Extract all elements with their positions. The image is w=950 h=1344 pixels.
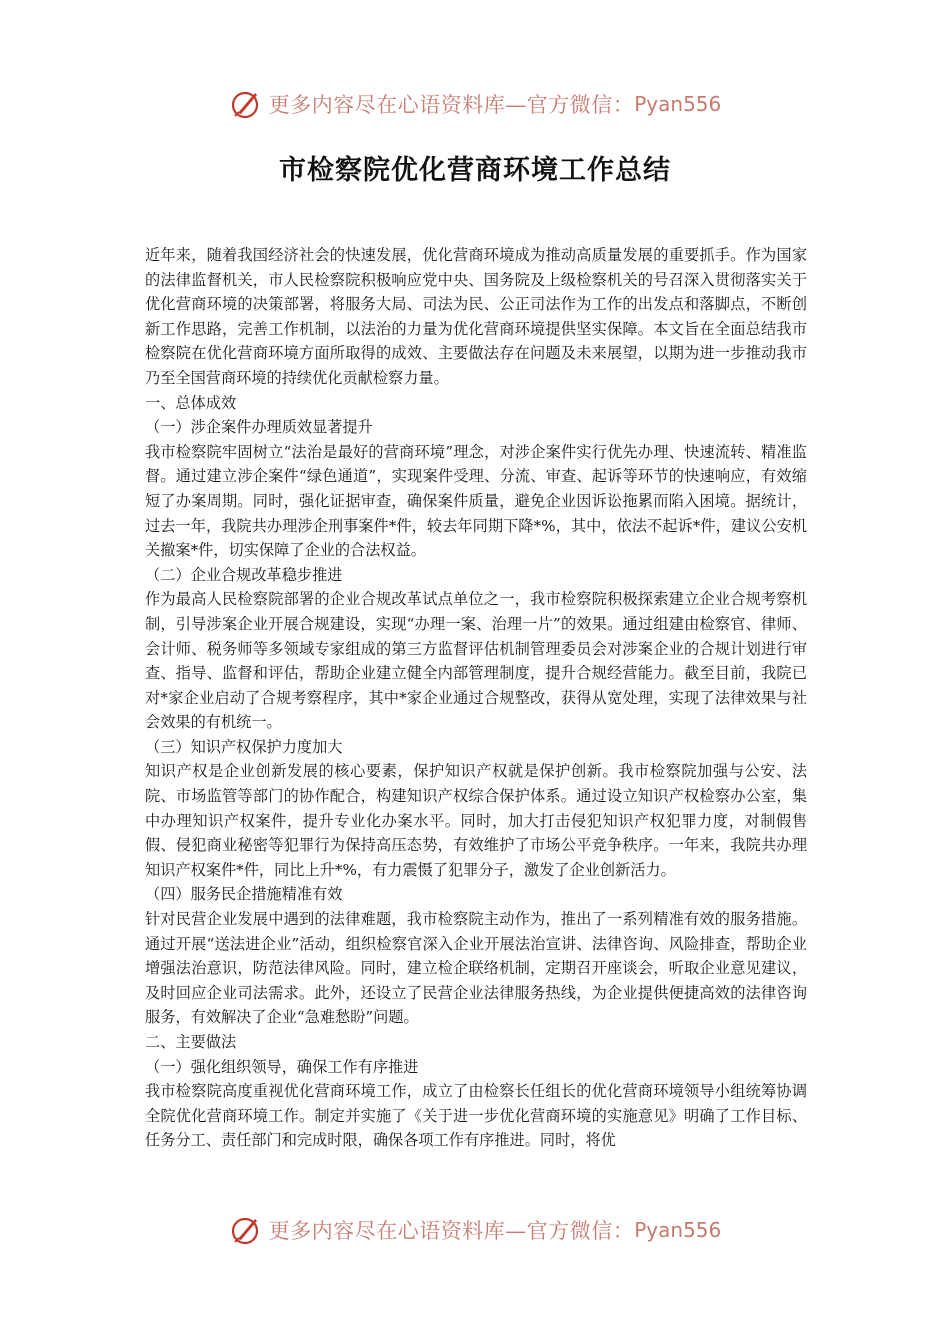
section-heading: 一、总体成效: [145, 393, 237, 412]
section-heading: 二、主要做法: [145, 1033, 237, 1051]
paragraph: 作为最高人民检察院部署的企业合规改革试点单位之一，我市检察院积极探索建立企业合规考察机制，引导涉案企业开展合规建设，实现“办理一案、治理一片”的效果。通过组建由检察官、律师、会计师、税务师等多领域专家组成的第三方监督评估机制管理委员会对涉案企业的合规计划进行审查、指导、监督和评估，帮助企业建立健全内部管理制度，提升合规经营能力。截至目前，我院已对*家企业启动了合规考察程序，其中*家企业通过合规整改，获得从宽处理，实现了法律效果与社会效果的有机统一。: [145, 590, 807, 732]
section-heading: （四）服务民企措施精准有效: [145, 885, 343, 904]
banner-text: 更多内容尽在心语资料库—官方微信：: [268, 1219, 635, 1243]
section-heading: （一）涉企案件办理质效显著提升: [145, 418, 373, 437]
paragraph: 近年来，随着我国经济社会的快速发展，优化营商环境成为推动高质量发展的重要抓手。作为国家的法律监督机关，市人民检察院积极响应党中央、国务院及上级检察机关的号召深入贯彻落实关于优化营商环境的决策部署，将服务大局、司法为民、公正司法作为工作的出发点和落脚点，不断创新工作思路，完善工作机制，以法治的力量为优化营商环境提供坚实保障。本文旨在全面总结我市检察院在优化营商环境方面所取得的成效、主要做法存在问题及未来展望，以期为进一步推动我市乃至全国营商环境的持续优化贡献检察力量。: [145, 246, 807, 387]
paragraph: 知识产权是企业创新发展的核心要素，保护知识产权就是保护创新。我市检察院加强与公安、法院、市场监管等部门的协作配合，构建知识产权综合保护体系。通过设立知识产权检察办公室，集中办理知识产权案件，提升专业化办案水平。同时，加大打击侵犯知识产权犯罪力度，对制假售假、侵犯商业秘密等犯罪行为保持高压态势，有效维护了市场公平竞争秩序。一年来，我院共办理知识产权案件*件，同比上升*%，有力震慑了犯罪分子，激发了企业创新活力。: [145, 762, 807, 879]
section-heading: （一）强化组织领导，确保工作有序推进: [145, 1057, 419, 1076]
section-heading: （三）知识产权保护力度加大: [145, 737, 343, 756]
footer-banner: [0, 1208, 950, 1252]
banner-text: 更多内容尽在心语资料库—官方微信：: [268, 93, 635, 117]
paragraph: 我市检察院牢固树立“法治是最好的营商环境”理念，对涉企案件实行优先办理、快速流转、精准监督。通过建立涉企案件“绿色通道”，实现案件受理、分流、审查、起诉等环节的快速响应，有效缩短了办案周期。同时，强化证据审查，确保案件质量，避免企业因诉讼拖累而陷入困境。据统计，过去一年，我院共办理涉企刑事案件*件，较去年同期下降*%，其中，依法不起诉*件，建议公安机关撤案*件，切实保障了企业的合法权益。: [145, 442, 807, 560]
header-banner: [0, 82, 950, 126]
paragraph: 我市检察院高度重视优化营商环境工作，成立了由检察长任组长的优化营商环境领导小组统筹协调全院优化营商环境工作。制定并实施了《关于进一步优化营商环境的实施意见》明确了工作目标、任务分工、责任部门和完成时限，确保各项工作有序推进。同时，将优: [145, 1082, 807, 1150]
section-heading: （二）企业合规改革稳步推进: [145, 565, 343, 584]
paragraph: 针对民营企业发展中遇到的法律难题，我市检察院主动作为，推出了一系列精准有效的服务措施。通过开展“送法进企业”活动，组织检察官深入企业开展法治宣讲、法律咨询、风险排查，帮助企业增强法治意识，防范法律风险。同时，建立检企联络机制，定期召开座谈会，听取企业意见建议，及时回应企业司法需求。此外，还设立了民营企业法律服务热线，为企业提供便捷高效的法律咨询服务，有效解决了企业“急难愁盼”问题。: [145, 910, 807, 1027]
quill-logo-icon: [229, 87, 263, 121]
document-title: 市检察院优化营商环境工作总结: [279, 155, 671, 186]
document-body: [145, 243, 807, 1153]
banner-wechat-id: Pyan556: [634, 92, 722, 116]
banner-wechat-id: Pyan556: [634, 1218, 722, 1242]
quill-logo-icon: [229, 1213, 263, 1247]
